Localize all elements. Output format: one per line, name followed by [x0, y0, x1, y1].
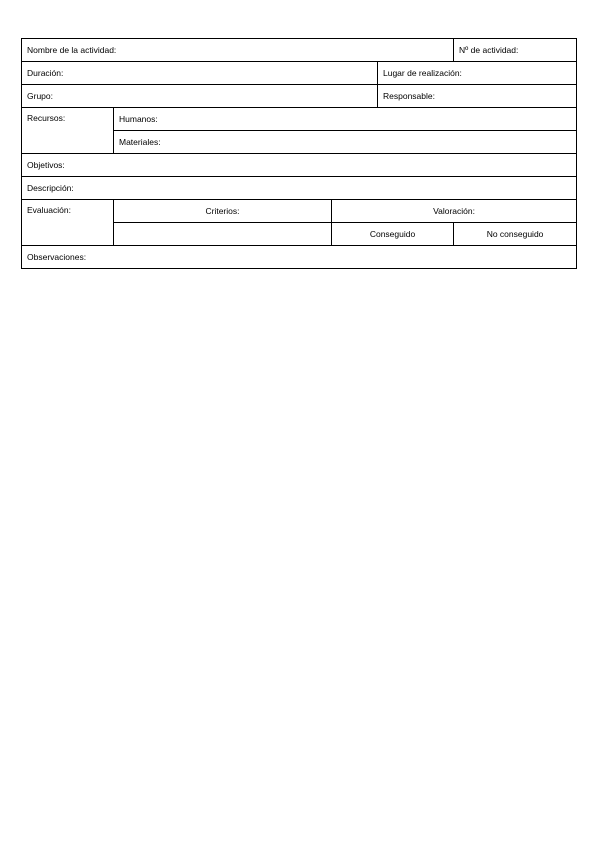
- humanos-label: Humanos:: [119, 114, 158, 124]
- observaciones-label: Observaciones:: [27, 252, 87, 262]
- evaluacion-cell: [22, 200, 114, 246]
- responsable-field[interactable]: [378, 85, 577, 108]
- recursos-label: Recursos:: [27, 113, 66, 123]
- row-objetivos: [22, 154, 577, 177]
- nombre-actividad-label: Nombre de la actividad:: [27, 45, 117, 55]
- recursos-cell: [22, 108, 114, 154]
- descripcion-field[interactable]: [22, 177, 577, 200]
- lugar-realizacion-field[interactable]: [378, 62, 577, 85]
- row-evaluacion-header: [22, 200, 577, 223]
- responsable-label: Responsable:: [383, 91, 435, 101]
- duracion-field[interactable]: [22, 62, 378, 85]
- row-descripcion: [22, 177, 577, 200]
- humanos-field[interactable]: [114, 108, 577, 131]
- lugar-realizacion-label: Lugar de realización:: [383, 68, 462, 78]
- materiales-field[interactable]: [114, 131, 577, 154]
- observaciones-field[interactable]: [22, 246, 577, 269]
- conseguido-label: Conseguido: [369, 229, 416, 239]
- criterios-label: Criterios:: [205, 206, 240, 216]
- conseguido-cell[interactable]: [332, 223, 454, 246]
- grupo-label: Grupo:: [27, 91, 53, 101]
- numero-actividad-field[interactable]: [454, 39, 577, 62]
- activity-form-table: [21, 38, 577, 269]
- row-duracion: [22, 62, 577, 85]
- objetivos-label: Objetivos:: [27, 160, 65, 170]
- row-nombre: [22, 39, 577, 62]
- criterios-header: [114, 200, 332, 223]
- row-observaciones: [22, 246, 577, 269]
- valoracion-header: [332, 200, 577, 223]
- materiales-label: Materiales:: [119, 137, 161, 147]
- criterios-field[interactable]: [114, 223, 332, 246]
- grupo-field[interactable]: [22, 85, 378, 108]
- row-recursos-humanos: [22, 108, 577, 131]
- evaluacion-label: Evaluación:: [27, 205, 71, 215]
- nombre-actividad-field[interactable]: [22, 39, 454, 62]
- duracion-label: Duración:: [27, 68, 64, 78]
- objetivos-field[interactable]: [22, 154, 577, 177]
- no-conseguido-cell[interactable]: [454, 223, 577, 246]
- descripcion-label: Descripción:: [27, 183, 74, 193]
- row-grupo: [22, 85, 577, 108]
- valoracion-label: Valoración:: [433, 206, 475, 216]
- numero-actividad-label: Nº de actividad:: [459, 45, 519, 55]
- no-conseguido-label: No conseguido: [486, 229, 544, 239]
